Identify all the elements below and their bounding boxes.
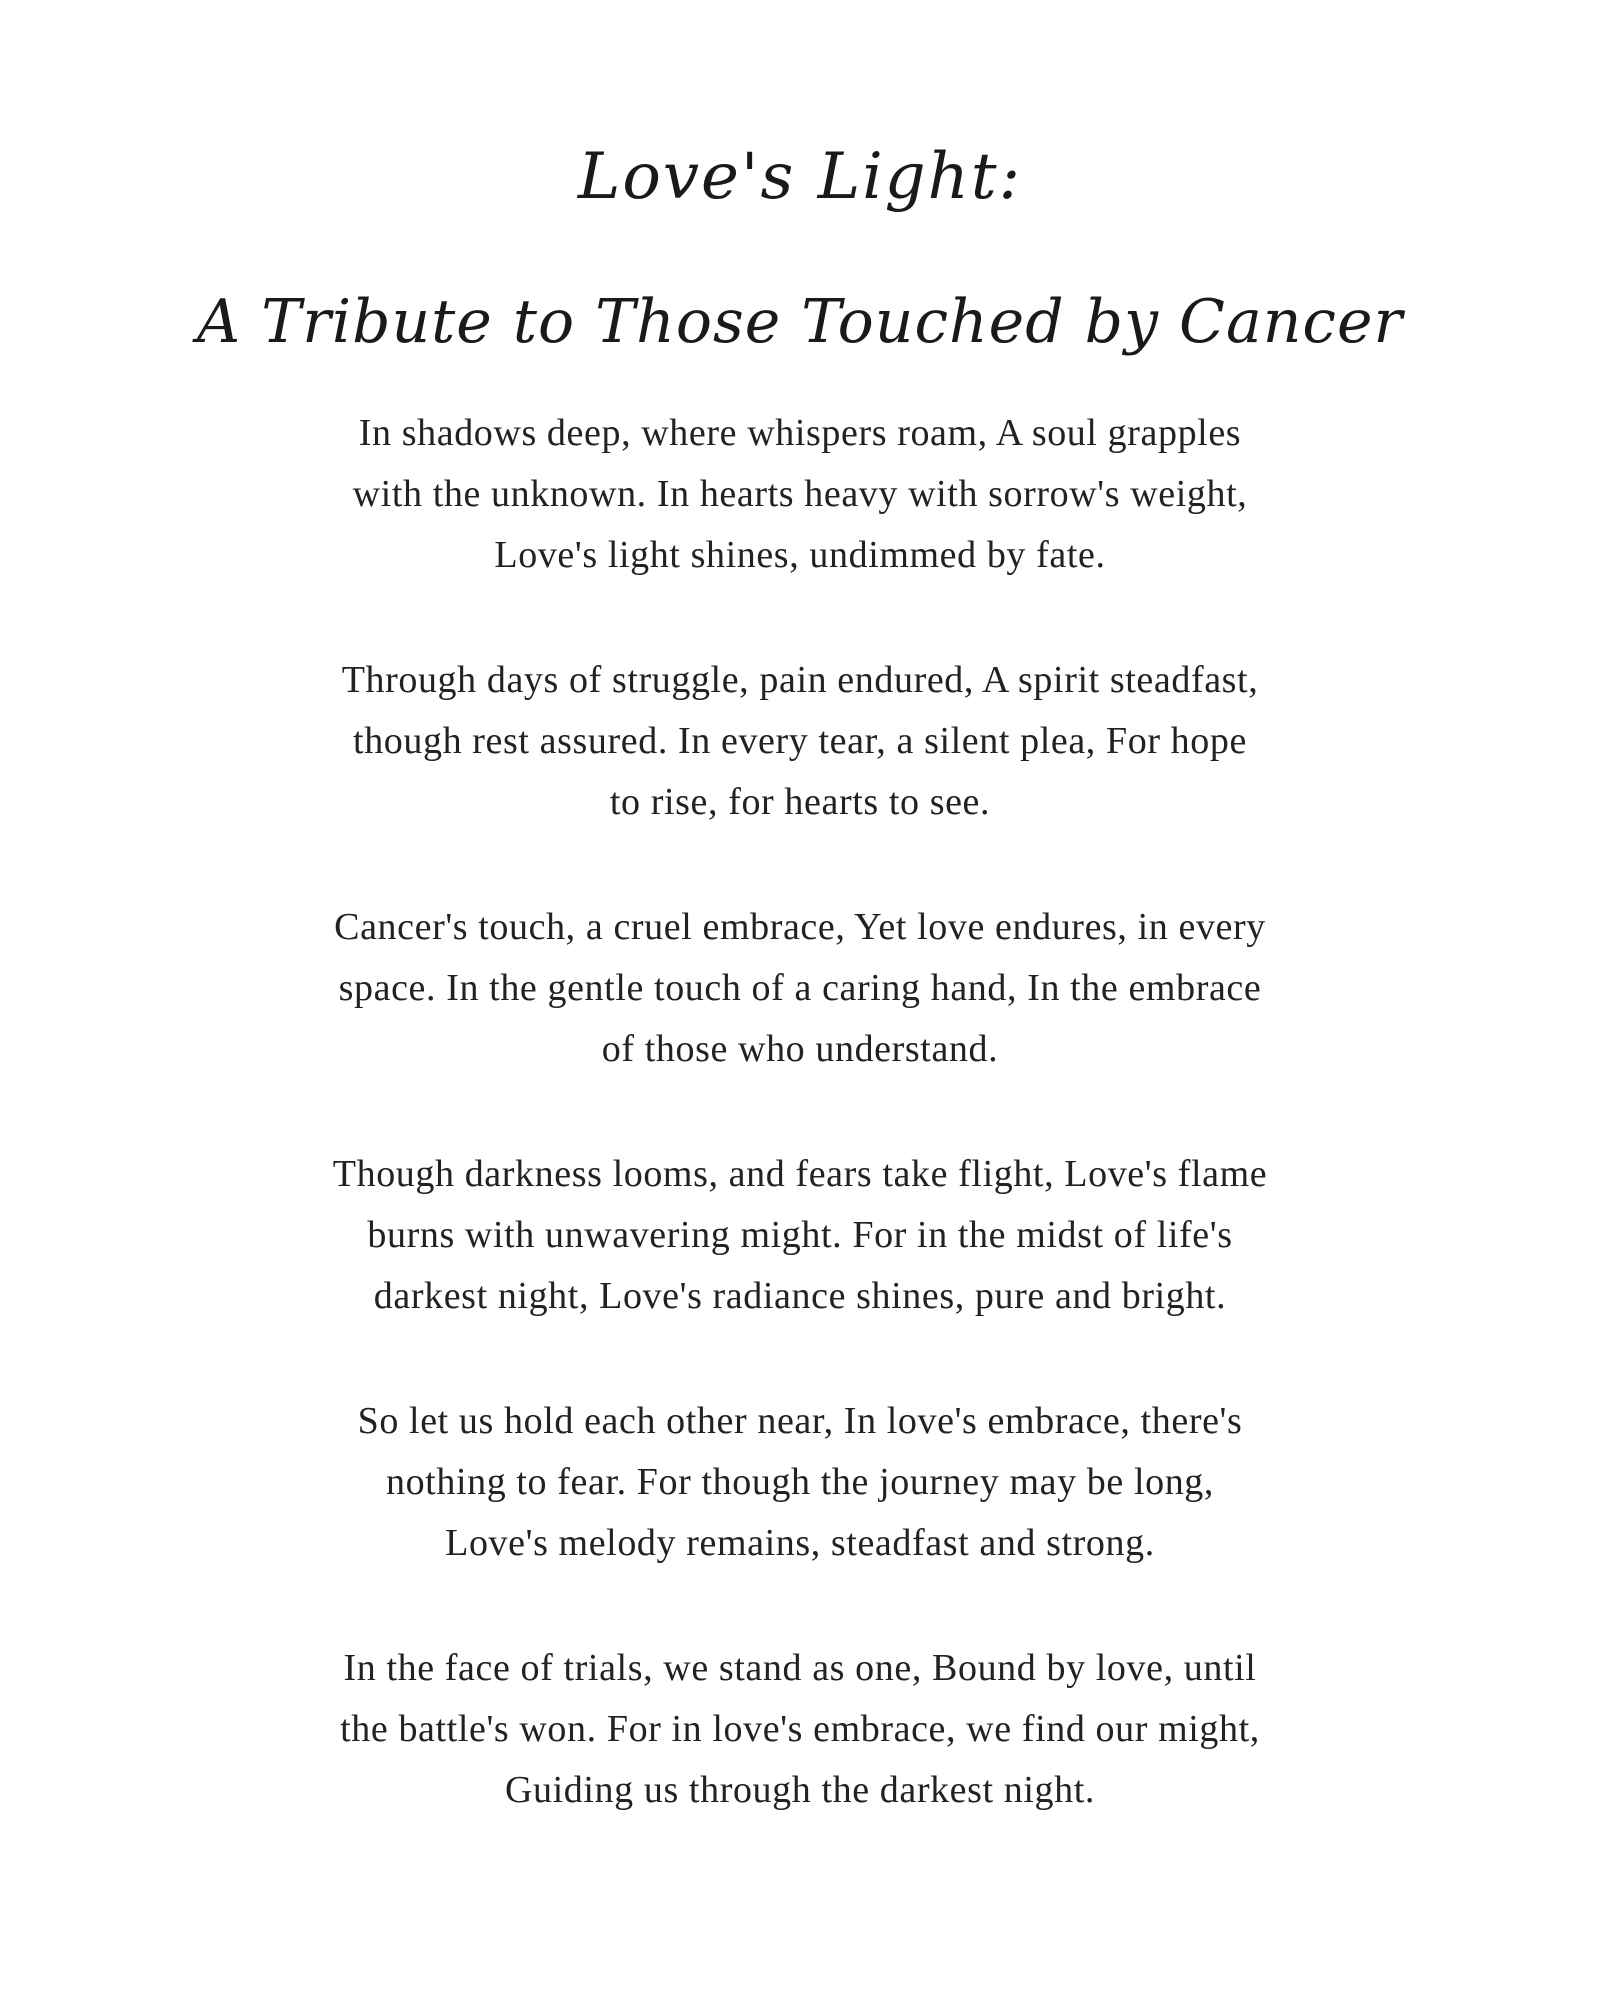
stanza-2 bbox=[0, 650, 1600, 833]
poem-line: So let us hold each other near, In love's embrace, there's bbox=[357, 1400, 1243, 1442]
poem-line: Love's melody remains, steadfast and strong. bbox=[445, 1522, 1155, 1564]
poem-line: Through days of struggle, pain endured, A spirit steadfast, bbox=[341, 659, 1259, 701]
poem-line: though rest assured. In every tear, a silent plea, For hope bbox=[353, 720, 1247, 762]
stanza-4 bbox=[0, 1144, 1600, 1327]
poem-line: darkest night, Love's radiance shines, pure and bright. bbox=[373, 1275, 1227, 1317]
poem-line: to rise, for hearts to see. bbox=[609, 781, 991, 823]
stanza-3 bbox=[0, 897, 1600, 1080]
poem-line: with the unknown. In hearts heavy with sorrow's weight, bbox=[352, 473, 1248, 515]
poem-title-line-2: A Tribute to Those Touched by Cancer bbox=[196, 287, 1404, 357]
poem-line: Guiding us through the darkest night. bbox=[504, 1769, 1096, 1811]
stanza-6 bbox=[0, 1638, 1600, 1821]
poem-line: Love's light shines, undimmed by fate. bbox=[494, 534, 1106, 576]
poem-line: space. In the gentle touch of a caring hand, In the embrace bbox=[338, 967, 1262, 1009]
poem-line: In the face of trials, we stand as one, Bound by love, until bbox=[343, 1647, 1257, 1689]
poem-line: In shadows deep, where whispers roam, A soul grapples bbox=[358, 412, 1242, 454]
stanza-1 bbox=[0, 403, 1600, 586]
stanza-5 bbox=[0, 1391, 1600, 1574]
poem-line: the battle's won. For in love's embrace, we find our might, bbox=[340, 1708, 1260, 1750]
poem-line: of those who understand. bbox=[601, 1028, 999, 1070]
poem-title bbox=[0, 105, 1600, 395]
poem-body bbox=[0, 403, 1600, 1821]
poem-line: burns with unwavering might. For in the midst of life's bbox=[367, 1214, 1233, 1256]
poem-line: nothing to fear. For though the journey may be long, bbox=[385, 1461, 1214, 1503]
poem-title-line-1: Love's Light: bbox=[577, 140, 1023, 214]
poem-line: Though darkness looms, and fears take flight, Love's flame bbox=[332, 1153, 1268, 1195]
poem-line: Cancer's touch, a cruel embrace, Yet love endures, in every bbox=[334, 906, 1266, 948]
